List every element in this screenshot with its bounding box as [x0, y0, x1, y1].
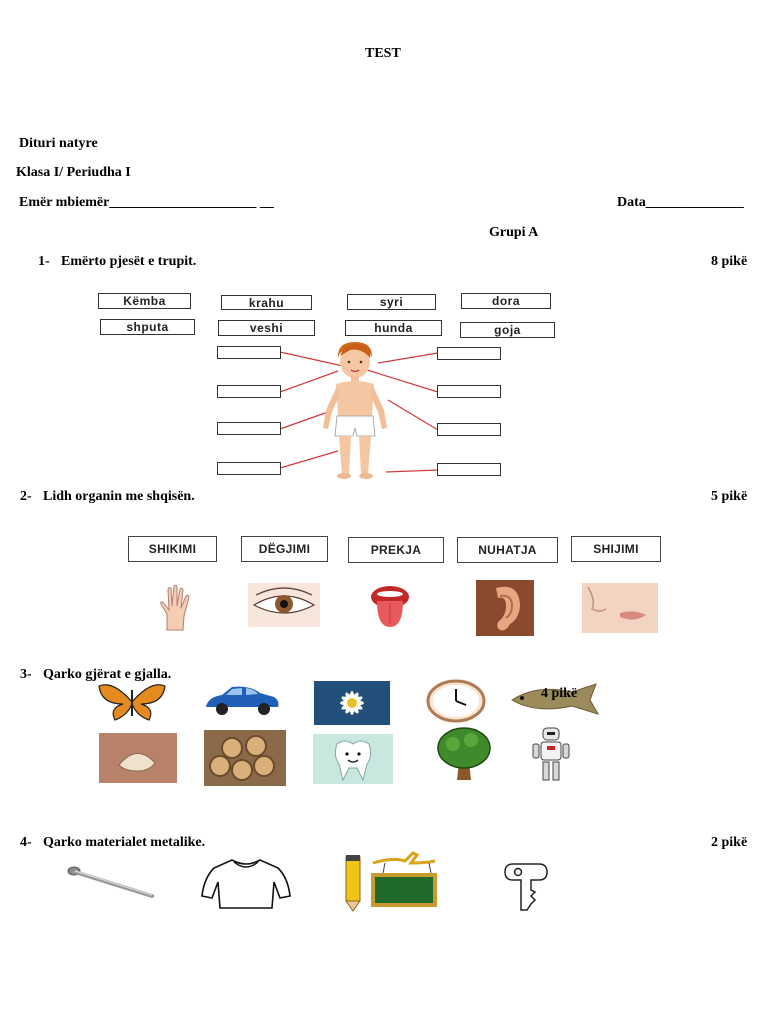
- class-period-label: Klasa I/ Periudha I: [16, 165, 131, 180]
- nose-icon[interactable]: [582, 583, 658, 633]
- answer-box-left-1[interactable]: [217, 346, 281, 359]
- answer-box-left-3[interactable]: [217, 422, 281, 435]
- q1-text: Emërto pjesët e trupit.: [61, 254, 197, 269]
- q1-points: 8 pikë: [711, 254, 748, 269]
- flower-icon[interactable]: [314, 681, 390, 725]
- shell-icon[interactable]: [99, 733, 177, 783]
- ear-icon[interactable]: [476, 580, 534, 636]
- robot-icon[interactable]: [529, 726, 573, 784]
- q2-points: 5 pikë: [711, 489, 748, 504]
- sense-prekja: PREKJA: [348, 537, 444, 563]
- tongue-icon[interactable]: [369, 583, 411, 629]
- word-veshi: veshi: [218, 320, 315, 336]
- tooth-icon[interactable]: [313, 734, 393, 784]
- car-icon[interactable]: [202, 683, 282, 717]
- word-shputa: shputa: [100, 319, 195, 335]
- clock-icon[interactable]: [426, 679, 486, 723]
- answer-box-right-4[interactable]: [437, 463, 501, 476]
- hand-icon[interactable]: [155, 584, 195, 632]
- eye-icon[interactable]: [248, 583, 320, 627]
- sense-nuhatja: NUHATJA: [457, 537, 558, 563]
- q2-text: Lidh organin me shqisën.: [43, 489, 195, 504]
- answer-box-right-1[interactable]: [437, 347, 501, 360]
- word-dora: dora: [461, 293, 551, 309]
- word-krahu: krahu: [221, 295, 312, 310]
- name-field[interactable]: Emër mbiemër_____________________ __: [19, 195, 274, 210]
- answer-box-right-3[interactable]: [437, 423, 501, 436]
- word-hunda: hunda: [345, 320, 442, 336]
- group-label: Grupi A: [489, 225, 539, 240]
- wood-logs-icon[interactable]: [204, 730, 286, 786]
- word-kemba: Këmba: [98, 293, 191, 309]
- pencil-board-icon[interactable]: [343, 851, 439, 913]
- q1-number: 1-: [38, 254, 50, 269]
- answer-box-left-2[interactable]: [217, 385, 281, 398]
- q4-points: 2 pikë: [711, 835, 748, 850]
- word-goja: goja: [460, 322, 555, 338]
- answer-box-right-2[interactable]: [437, 385, 501, 398]
- subject-label: Dituri natyre: [19, 136, 98, 151]
- q3-points: 4 pikë: [541, 686, 578, 701]
- q3-number: 3-: [20, 667, 32, 682]
- page-title: TEST: [365, 46, 401, 61]
- sense-shikimi: SHIKIMI: [128, 536, 217, 562]
- date-field[interactable]: Data______________: [617, 195, 744, 210]
- q2-number: 2-: [20, 489, 32, 504]
- word-syri: syri: [347, 294, 436, 310]
- key-icon[interactable]: [503, 860, 549, 914]
- sweater-icon[interactable]: [200, 856, 292, 914]
- sense-degjimi: DËGJIMI: [241, 536, 328, 562]
- sense-shijimi: SHIJIMI: [571, 536, 661, 562]
- q3-text: Qarko gjërat e gjalla.: [43, 667, 172, 682]
- answer-box-left-4[interactable]: [217, 462, 281, 475]
- nail-icon[interactable]: [66, 864, 158, 900]
- q4-text: Qarko materialet metalike.: [43, 835, 206, 850]
- tree-icon[interactable]: [435, 726, 493, 784]
- butterfly-icon[interactable]: [95, 682, 169, 722]
- q4-number: 4-: [20, 835, 32, 850]
